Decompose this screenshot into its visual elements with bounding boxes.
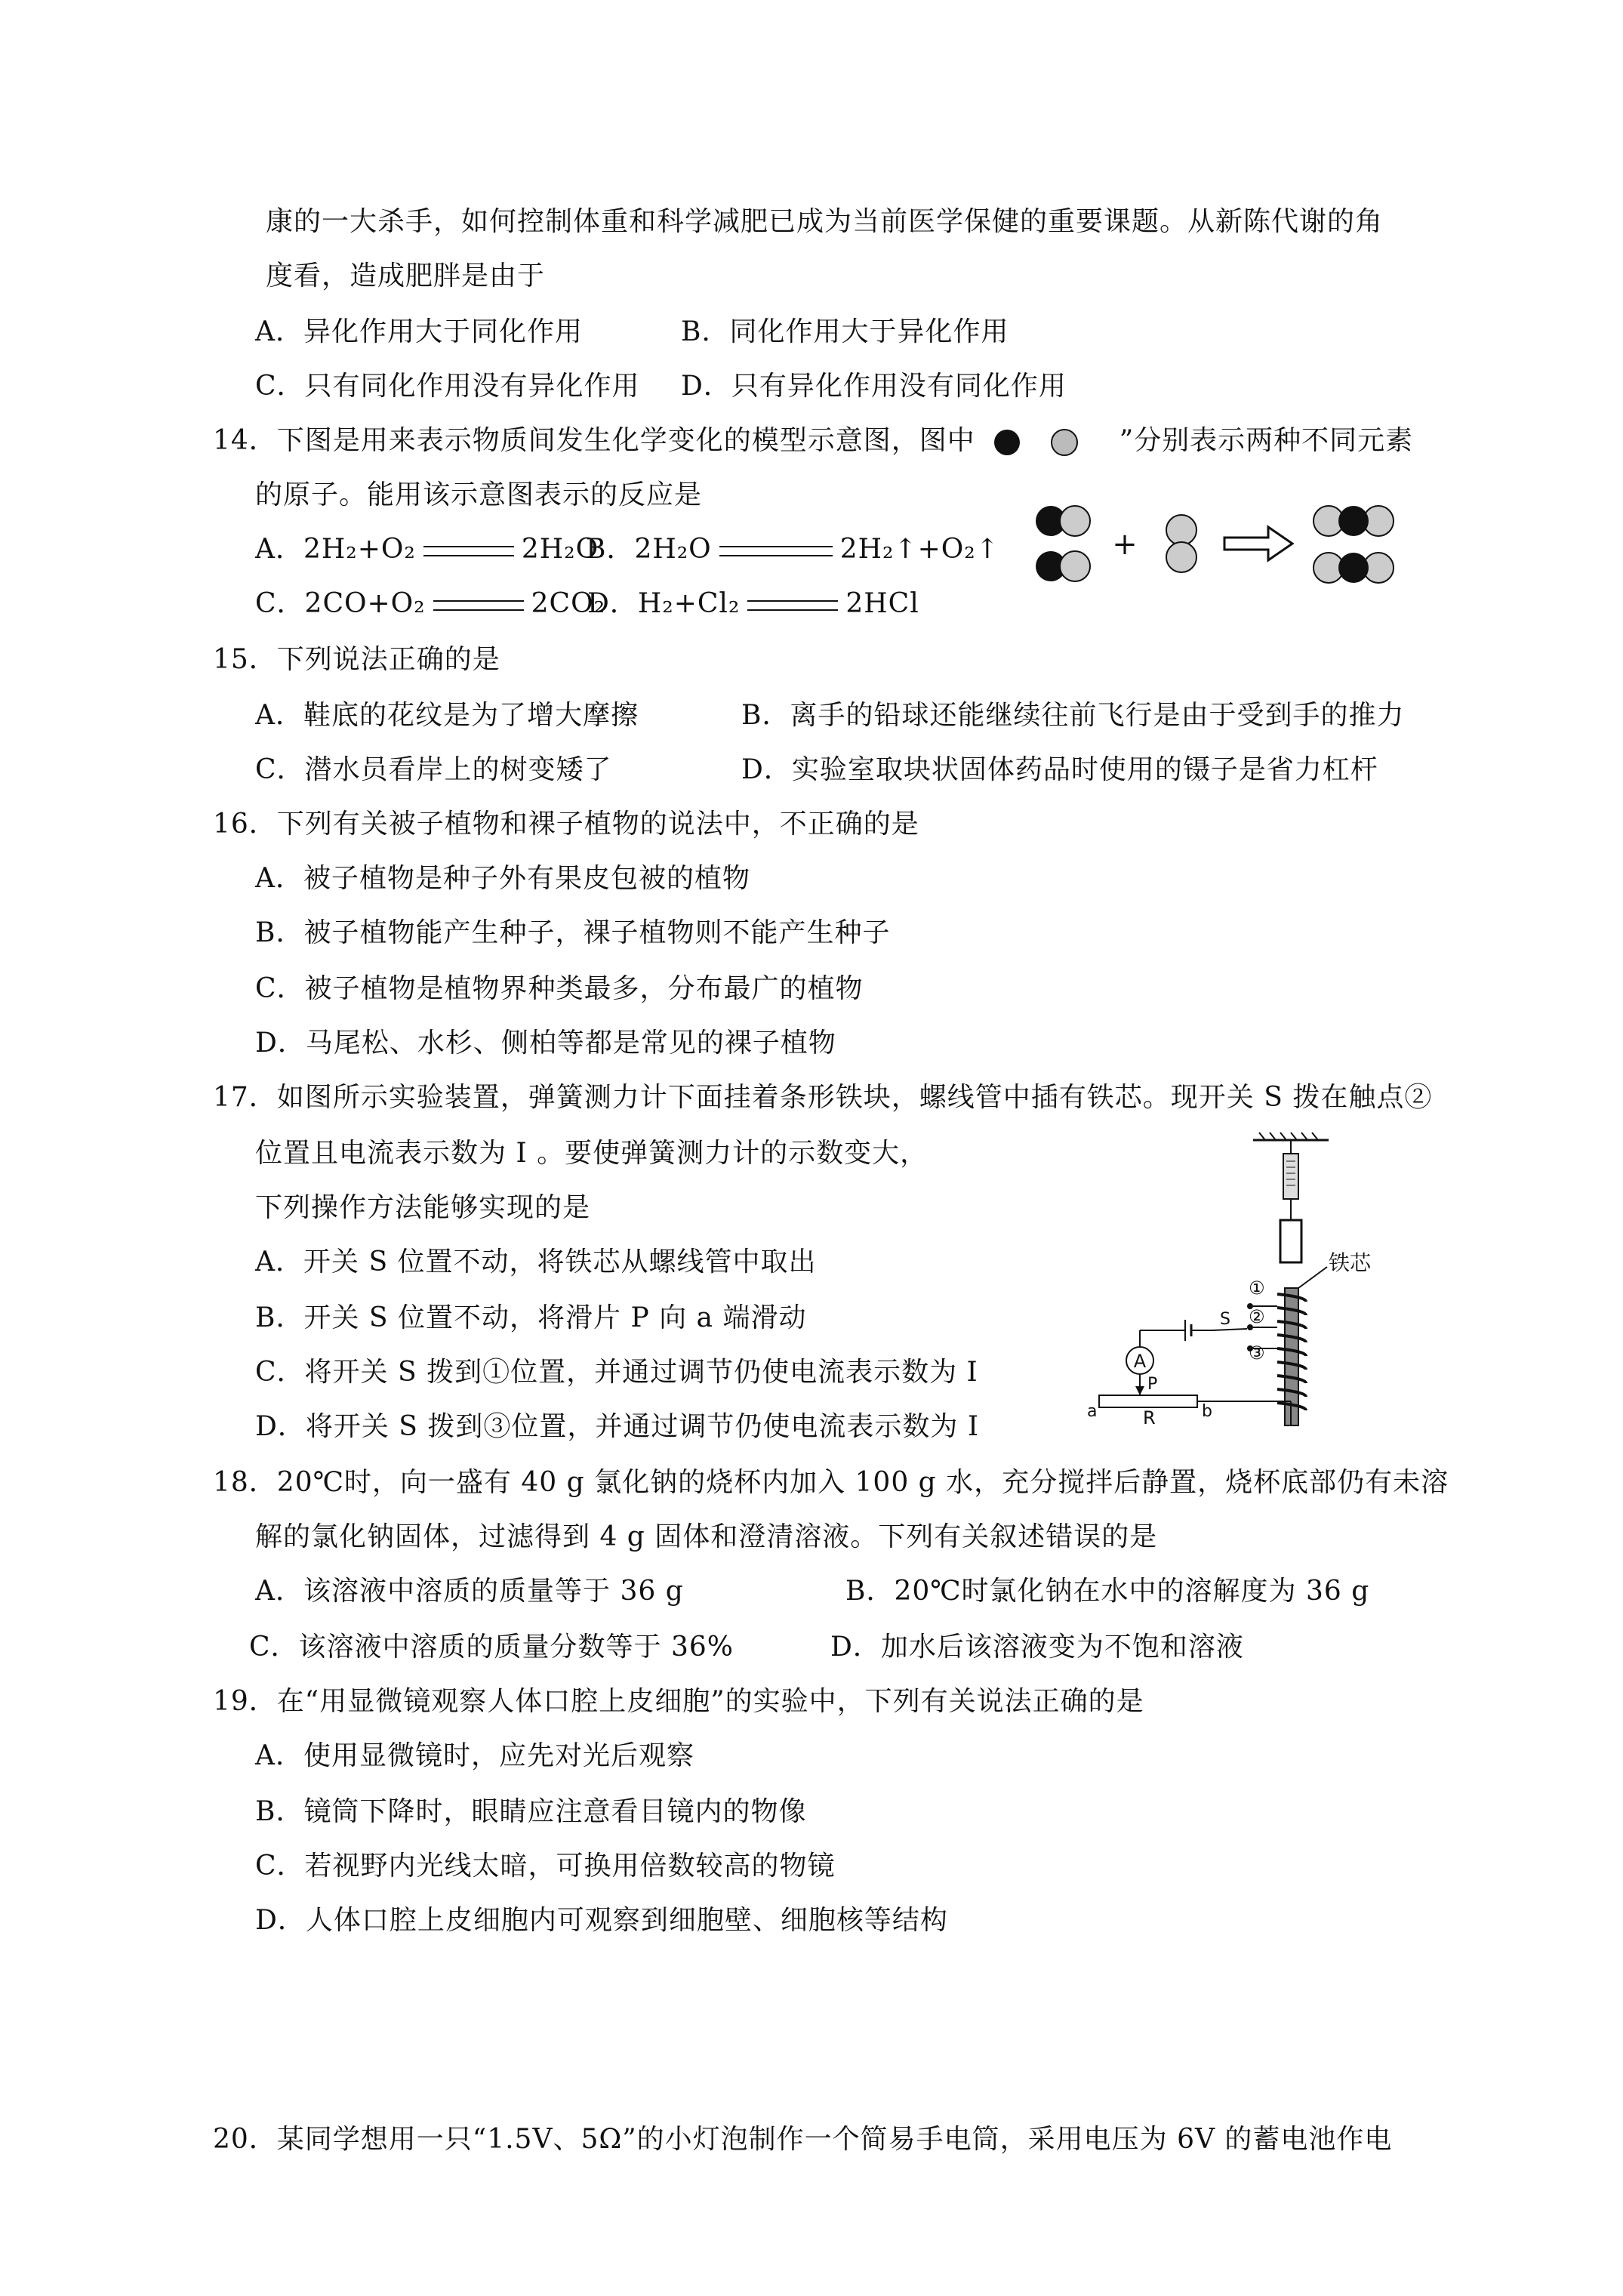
q14-stem-line2: 的原子。能用该示意图表示的反应是 [255, 479, 703, 510]
q14-stem-part2: ”分别表示两种不同元素 [1119, 425, 1414, 456]
q14-option-a [255, 533, 599, 566]
q19-option-b: B．镜筒下降时，眼睛应注意看目镜内的物像 [255, 1796, 807, 1827]
electromagnet-setup-diagram [1072, 1130, 1434, 1447]
label-rheostat-r: R [1143, 1407, 1156, 1428]
q14-option-c [255, 587, 605, 621]
label-contact-3: ③ [1249, 1342, 1265, 1364]
label-iron-core: 铁芯 [1329, 1250, 1372, 1275]
q13-option-b: B．同化作用大于异化作用 [681, 316, 1009, 347]
q20-stem: 20．某同学想用一只“1.5V、5Ω”的小灯泡制作一个简易手电筒，采用电压为 6V 的蓄电池作电 [213, 2124, 1393, 2155]
label-contact-2: ② [1249, 1306, 1265, 1327]
q15-option-b: B．离手的铅球还能继续往前飞行是由于受到手的推力 [741, 700, 1405, 731]
q14-option-c-left: C．2CO+O₂ [255, 588, 426, 619]
q18-option-c: C．该溶液中溶质的质量分数等于 36% [249, 1632, 735, 1663]
plus-sign: + [1112, 527, 1138, 562]
q14-option-a-right: 2H₂O [521, 534, 599, 565]
q14-option-b-left: B．2H₂O [586, 534, 712, 565]
q14-option-d [587, 587, 919, 621]
q16-option-c: C．被子植物是植物界种类最多，分布最广的植物 [255, 973, 864, 1004]
q18-option-d: D．加水后该溶液变为不饱和溶液 [830, 1632, 1244, 1663]
q17-stem-line2: 位置且电流表示数为 I 。要使弹簧测力计的示数变大， [255, 1138, 929, 1169]
q15-option-c: C．潜水员看岸上的树变矮了 [255, 754, 612, 785]
q18-stem-line1: 18．20℃时，向一盛有 40 g 氯化钠的烧杯内加入 100 g 水，充分搅拌后静置，烧杯底部仍有未溶 [213, 1467, 1449, 1498]
label-switch-s: S [1220, 1310, 1230, 1329]
ceiling-support [1253, 1133, 1329, 1154]
gray-atom-icon [1052, 430, 1077, 455]
q14-option-d-left: D．H₂+Cl₂ [587, 588, 741, 619]
q19-stem: 19．在“用显微镜观察人体口腔上皮细胞”的实验中，下列有关说法正确的是 [213, 1686, 1144, 1717]
q13-option-d: D．只有异化作用没有同化作用 [681, 371, 1067, 402]
reaction-model-diagram [1027, 498, 1419, 604]
q17-option-d: D．将开关 S 拨到③位置，并通过调节仍使电流表示数为 I [255, 1411, 980, 1442]
product-molecule-1 [1313, 506, 1394, 536]
q16-option-b: B．被子植物能产生种子，裸子植物则不能产生种子 [255, 917, 891, 948]
reaction-arrow-icon [1224, 527, 1292, 560]
q15-stem: 15．下列说法正确的是 [213, 644, 500, 675]
q13-option-a: A．异化作用大于同化作用 [255, 316, 583, 347]
q18-option-b: B．20℃时氯化钠在水中的溶解度为 36 g [845, 1576, 1370, 1607]
q14-option-b-right: 2H₂↑+O₂↑ [839, 534, 999, 565]
q19-option-c: C．若视野内光线太暗，可换用倍数较高的物镜 [255, 1851, 836, 1881]
iron-block [1280, 1220, 1301, 1262]
q17-option-b: B．开关 S 位置不动，将滑片 P 向 a 端滑动 [255, 1302, 807, 1333]
reactant-molecule-1 [1036, 506, 1090, 536]
label-contact-1: ① [1249, 1277, 1265, 1299]
q16-option-a: A．被子植物是种子外有果皮包被的植物 [255, 863, 750, 894]
q13-stem-line1: 康的一大杀手，如何控制体重和科学减肥已成为当前医学保健的重要课题。从新陈代谢的角 [266, 206, 1384, 237]
label-ammeter: A [1133, 1351, 1147, 1372]
reactant-molecule-3 [1166, 515, 1196, 572]
spring-scale-icon [1283, 1154, 1298, 1220]
q14-option-c-right: 2CO₂ [531, 588, 606, 619]
q18-stem-line2: 解的氯化钠固体，过滤得到 4 g 固体和澄清溶液。下列有关叙述错误的是 [255, 1521, 1158, 1552]
q14-stem-part1: 14．下图是用来表示物质间发生化学变化的模型示意图，图中 [213, 425, 975, 456]
label-end-b: b [1202, 1402, 1212, 1421]
q18-option-a: A．该溶液中溶质的质量等于 36 g [255, 1576, 684, 1607]
q14-option-d-right: 2HCl [845, 588, 919, 619]
q14-option-b [586, 533, 999, 566]
product-molecule-2 [1313, 553, 1394, 583]
q19-option-d: D．人体口腔上皮细胞内可观察到细胞壁、细胞核等结构 [255, 1905, 948, 1936]
label-end-a: a [1087, 1402, 1098, 1421]
equals-sign-icon [433, 600, 524, 611]
q16-option-d: D．马尾松、水杉、侧柏等都是常见的裸子植物 [255, 1028, 836, 1059]
equals-sign-icon [423, 546, 514, 556]
q13-option-c: C．只有同化作用没有异化作用 [255, 371, 640, 402]
q14-stem-line1 [213, 424, 1413, 458]
q15-option-d: D．实验室取块状固体药品时使用的镊子是省力杠杆 [741, 754, 1378, 785]
q15-option-a: A．鞋底的花纹是为了增大摩擦 [255, 700, 639, 731]
equals-sign-icon [747, 600, 838, 611]
equals-sign-icon [719, 546, 833, 556]
q14-option-a-left: A．2H₂+O₂ [255, 534, 416, 565]
q13-stem-line2: 度看，造成肥胖是由于 [266, 260, 546, 291]
rheostat [1099, 1395, 1197, 1407]
label-slider-p: P [1147, 1375, 1158, 1394]
q17-option-c: C．将开关 S 拨到①位置，并通过调节仍使电流表示数为 I [255, 1357, 978, 1388]
reactant-molecule-2 [1036, 551, 1090, 581]
q17-option-a: A．开关 S 位置不动，将铁芯从螺线管中取出 [255, 1247, 817, 1277]
q17-stem-line3: 下列操作方法能够实现的是 [255, 1192, 591, 1223]
q19-option-a: A．使用显微镜时，应先对光后观察 [255, 1740, 694, 1771]
q17-stem-line1: 17．如图所示实验装置，弹簧测力计下面挂着条形铁块，螺线管中插有铁芯。现开关 S 拨在触点② [213, 1082, 1433, 1113]
q16-stem: 16．下列有关被子植物和裸子植物的说法中，不正确的是 [213, 809, 919, 840]
atom-legend-icons [990, 427, 1104, 458]
black-atom-icon [994, 430, 1020, 455]
